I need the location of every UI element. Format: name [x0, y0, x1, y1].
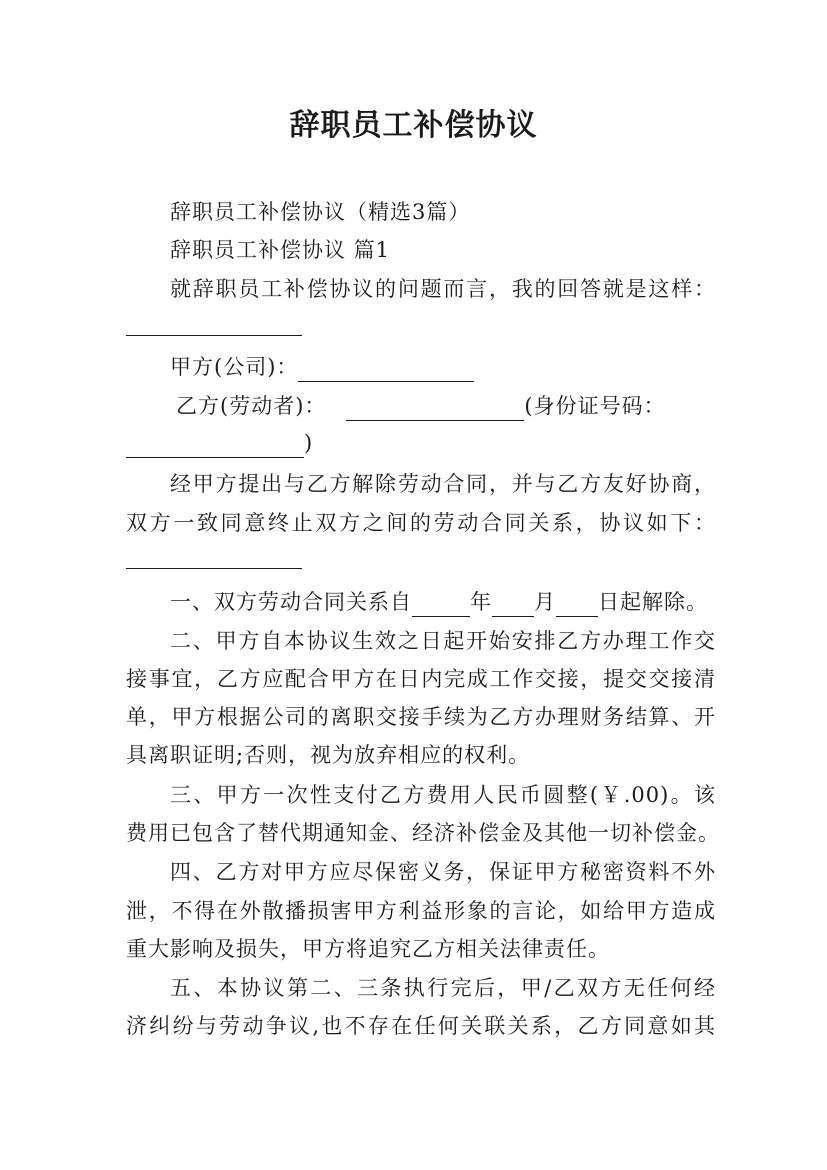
party-b-blank: [346, 398, 524, 421]
party-a-blank: [298, 359, 474, 382]
id-number-close: ): [304, 431, 314, 455]
paragraph-line: 二、甲方自本协议生效之日起开始安排乙方办理工作交: [170, 629, 716, 653]
id-number-label: (身份证号码：: [524, 394, 666, 418]
paragraph-line: 具离职证明;否则，视为放弃相应的权利。: [126, 743, 531, 767]
paragraph-line: 经甲方提出与乙方解除劳动合同，并与乙方友好协商，: [170, 472, 716, 496]
party-b-line: [176, 391, 716, 421]
party-b-label: 乙方(劳动者)：: [176, 394, 327, 418]
paragraph-line: 就辞职员工补偿协议的问题而言，我的回答就是这样：: [170, 277, 716, 301]
paragraph-line: 济纠纷与劳动争议,也不存在任何关联关系，乙方同意如其: [126, 1014, 716, 1038]
year-blank: [412, 594, 470, 617]
month-blank: [492, 594, 534, 617]
paragraph-line: 单，甲方根据公司的离职交接手续为乙方办理财务结算、开: [126, 705, 716, 729]
paragraph-line: 三、甲方一次性支付乙方费用人民币圆整(￥.00)。该: [170, 783, 716, 807]
section-heading: 辞职员工补偿协议 篇1: [170, 238, 391, 262]
party-a-label: 甲方(公司)：: [170, 355, 299, 379]
subtitle-line: 辞职员工补偿协议（精选3篇）: [170, 200, 471, 224]
paragraph-line: 接事宜，乙方应配合甲方在日内完成工作交接，提交交接清: [126, 667, 716, 691]
paragraph-line: 重大影响及损失，甲方将追究乙方相关法律责任。: [126, 937, 610, 961]
paragraph-line: 五、本协议第二、三条执行完后，甲/乙双方无任何经: [170, 976, 716, 1000]
blank-underline: [126, 568, 302, 569]
clause-1-line: [170, 587, 716, 617]
paragraph-line: 泄，不得在外散播损害甲方利益形象的言论，如给甲方造成: [126, 899, 716, 923]
id-number-blank: [126, 435, 304, 458]
blank-underline: [126, 335, 302, 336]
month-label: 月: [534, 590, 556, 614]
id-number-line: [126, 428, 716, 458]
day-label: 日起解除。: [598, 590, 708, 614]
document-title: 辞职员工补偿协议: [289, 108, 538, 143]
day-blank: [556, 594, 598, 617]
paragraph-line: 双方一致同意终止双方之间的劳动合同关系，协议如下：: [126, 511, 716, 535]
paragraph-line: 四、乙方对甲方应尽保密义务，保证甲方秘密资料不外: [170, 860, 716, 884]
year-label: 年: [470, 590, 492, 614]
party-a-line: [170, 352, 716, 382]
paragraph-line: 费用已包含了替代期通知金、经济补偿金及其他一切补偿金。: [126, 821, 720, 845]
clause-1-text: 一、双方劳动合同关系自: [170, 590, 412, 614]
